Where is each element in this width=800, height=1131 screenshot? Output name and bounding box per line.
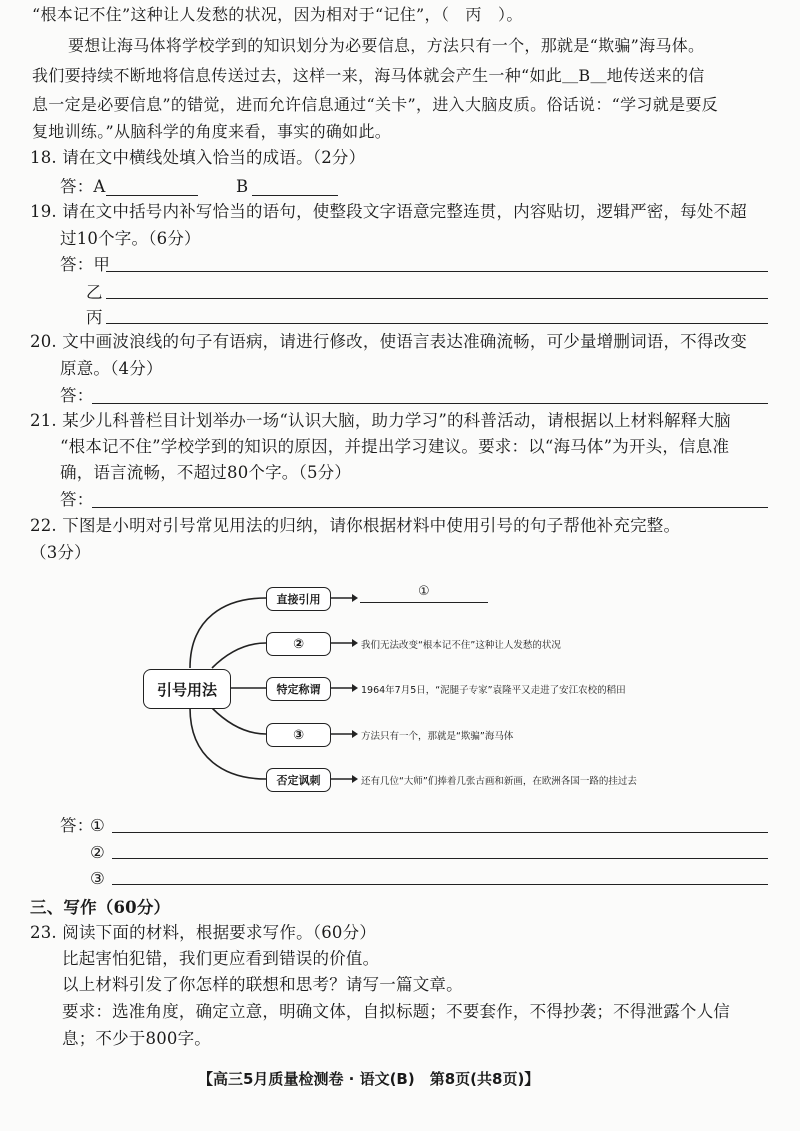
question-19-line-2: 过10个字。（6分）	[60, 229, 201, 248]
page-footer: 【高三5月质量检测卷 · 语文(B) 第8页(共8页)】	[198, 1070, 540, 1088]
q22-answer-line-1[interactable]	[112, 832, 768, 833]
q22-answer-label: 答：	[60, 816, 94, 835]
connector-branch-2	[212, 643, 266, 668]
q21-answer-line[interactable]	[92, 507, 768, 508]
q22-answer-mark-1: ①	[90, 816, 105, 835]
q19-answer-yi-line[interactable]	[106, 298, 768, 299]
connector-branch-5	[190, 708, 266, 779]
q18-answer-b-label: B	[236, 177, 249, 196]
diagram-node-blank-2: ②	[266, 632, 331, 656]
passage-line-2: 要想让海马体将学校学到的知识划分为必要信息，方法只有一个，那就是“欺骗”海马体。	[68, 36, 705, 55]
question-23: 23. 阅读下面的材料，根据要求写作。（60分）	[30, 923, 377, 942]
diagram-node-blank-3: ③	[266, 723, 331, 747]
q19-answer-jia-label: 答：甲	[60, 255, 111, 274]
question-18: 18. 请在文中横线处填入恰当的成语。（2分）	[30, 148, 366, 167]
q21-answer-label: 答：	[60, 490, 94, 509]
q23-requirement-line-2: 息；不少于800字。	[62, 1029, 211, 1048]
diagram-node-negation-irony: 否定讽刺	[266, 768, 331, 792]
question-20-line-1: 20. 文中画波浪线的句子有语病，请进行修改，使语言表达准确流畅，可少量增删词语，不得改变	[30, 332, 747, 351]
passage-line-3: 我们要持续不断地将信息传送过去，这样一来，海马体就会产生一种“如此＿B＿地传送来的信	[32, 66, 705, 85]
question-21-line-2: “根本记不住”学校学到的知识的原因，并提出学习建议。要求：以“海马体”为开头，信息准	[60, 437, 730, 456]
question-20-line-2: 原意。（4分）	[60, 359, 163, 378]
question-21-line-3: 确，语言流畅，不超过80个字。（5分）	[60, 463, 352, 482]
q19-answer-bing-line[interactable]	[106, 323, 768, 324]
question-22-line-1: 22. 下图是小明对引号常见用法的归纳，请你根据材料中使用引号的句子帮他补充完整。	[30, 516, 681, 535]
q20-answer-line[interactable]	[92, 403, 768, 404]
diagram-center-node: 引号用法	[143, 669, 231, 709]
q19-answer-bing-label: 丙	[86, 308, 103, 327]
q18-answer-a-line[interactable]	[106, 195, 198, 196]
q18-answer-a-label: 答：A	[60, 177, 106, 196]
q22-answer-line-3[interactable]	[112, 884, 768, 885]
diagram-example-blank-1-line[interactable]	[360, 602, 488, 603]
diagram-node-direct-quote: 直接引用	[266, 587, 331, 611]
diagram-node-specific-title: 特定称谓	[266, 677, 331, 701]
passage-line-5: 复地训练。”从脑科学的角度来看，事实的确如此。	[32, 122, 392, 141]
diagram-example-blank-1-mark: ①	[418, 584, 430, 599]
connector-branch-1	[190, 598, 266, 668]
section-3-title: 三、写作（60分）	[30, 898, 171, 917]
passage-line-1: “根本记不住”这种让人发愁的状况，因为相对于“记住”，（ 丙 ）。	[32, 5, 523, 24]
q19-answer-yi-label: 乙	[86, 283, 103, 302]
connector-branch-4	[212, 708, 266, 734]
diagram-example-2: 我们无法改变“根本记不住”这种让人发愁的状况	[361, 640, 561, 651]
q18-answer-b-line[interactable]	[252, 195, 338, 196]
q22-answer-mark-2: ②	[90, 843, 105, 862]
question-21-line-1: 21. 某少儿科普栏目计划举办一场“认识大脑，助力学习”的科普活动，请根据以上材料解释大脑	[30, 411, 731, 430]
q19-answer-jia-line[interactable]	[106, 271, 768, 272]
question-22-line-2: （3分）	[30, 543, 91, 562]
q20-answer-label: 答：	[60, 386, 94, 405]
q23-material: 比起害怕犯错，我们更应看到错误的价值。	[62, 949, 380, 968]
q23-requirement-line-1: 要求：选准角度，确定立意，明确文体，自拟标题；不要套作，不得抄袭；不得泄露个人信	[62, 1002, 730, 1021]
q23-prompt: 以上材料引发了你怎样的联想和思考？请写一篇文章。	[62, 975, 463, 994]
passage-line-4: 息一定是必要信息”的错觉，进而允许信息通过“关卡”，进入大脑皮质。俗话说：“学习就是要反	[32, 95, 718, 114]
q22-answer-line-2[interactable]	[112, 858, 768, 859]
diagram-example-4: 方法只有一个，那就是“欺骗”海马体	[361, 731, 514, 742]
diagram-example-3: 1964年7月5日，“泥腿子专家”袁隆平又走进了安江农校的稻田	[361, 685, 626, 696]
diagram-example-5: 还有几位“大师”们捧着几张古画和新画，在欧洲各国一路的挂过去	[361, 776, 637, 787]
question-19-line-1: 19. 请在文中括号内补写恰当的语句，使整段文字语意完整连贯，内容贴切，逻辑严密，每处不超	[30, 202, 747, 221]
q22-answer-mark-3: ③	[90, 869, 105, 888]
